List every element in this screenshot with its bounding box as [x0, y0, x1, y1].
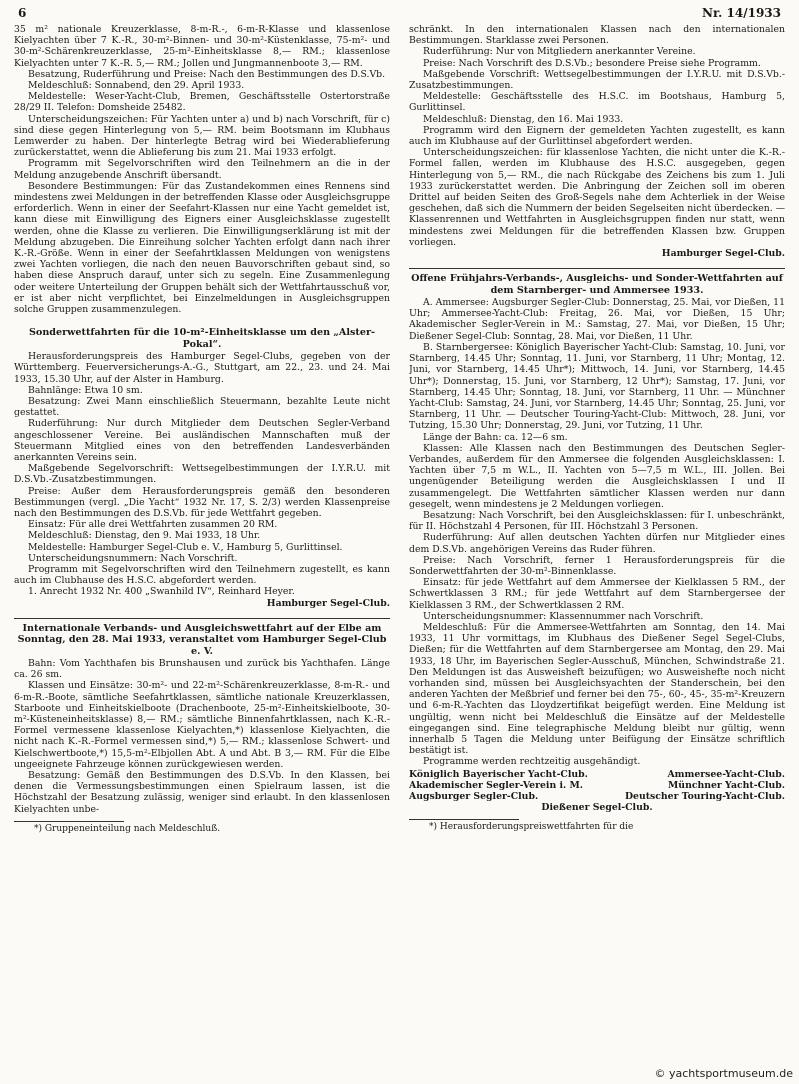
club-name: Ammersee-Yacht-Club. — [667, 768, 785, 780]
club-signatures — [409, 769, 785, 814]
paragraph: Unterscheidungszeichen: für klassenlose Yachten, die nicht unter die K.-R.-Formel fallen, werden im Klubhause des H.S.C. ausgegeben, gegen Hinterlegung von 5,— RM., die nach Rückgabe des Zeichens bis zum 1. Juli 1933 zurückerstattet werden. Die Anbringung der Zeichen soll im oberen Drittel auf beiden Seiten des Groß-Segels nahe dem Achterliek in der Weise geschehen, daß sich die Nummern der beiden Segelseiten nicht überdecken. — Klassenrennen und Wettfahrten in Ausgleichsgruppen finden nur statt, wenn mindestens zwei Meldungen für die betreffenden Klassen bzw. Gruppen vorliegen. — [409, 147, 785, 248]
paragraph: Klassen und Einsätze: 30-m²- und 22-m²-Schärenkreuzerklasse, 8-m-R.- und 6-m-R.-Boote, sämtliche Seefahrtklassen, sämtliche nationale Kreuzerklassen, Starboote und Einheitskielboote (Drachenboote, 25-m²-Einheitskielboote, 30-m²-Küsteneinheitsklasse) 8,— RM.; sämtliche Binnenfahrtklassen, nach K.-R.-Formel vermessene klassenlose Kielyachten,*) klassenlose Kielyachten, die nicht nach K.-R.-Formel vermessen sind,*) 5,— RM.; klassenlose Schwert- und Kielschwertboote,*) 15,5-m²-Elbjollen Abt. A und Abt. B 3,— RM. Für die Elbe ungeeignete Fahrzeuge können zurückgewiesen werden. — [14, 680, 390, 770]
paragraph: Unterscheidungszeichen: Für Yachten unter a) und b) nach Vorschrift, für c) sind diese gegen Hinterlegung von 5,— RM. beim Bootsmann im Klubhaus Lemwerder zu haben. Der hinterlegte Betrag wird bei Wiederablieferung zurückerstattet, wenn die Ablieferung bis zum 21. Mai 1933 erfolgt. — [14, 113, 390, 159]
paragraph: Bahnlänge: Etwa 10 sm. — [28, 384, 143, 396]
section-heading-starnberger-ammersee: Offene Frühjahrs-Verbands-, Ausgleichs- und Sonder-Wettfahrten auf dem Starnberger- und Ammersee 1933. — [411, 273, 783, 296]
paragraph: Unterscheidungsnummer: Klassennummer nach Vorschrift. — [423, 610, 704, 622]
footnote: *) Herausforderungspreiswettfahrten für die — [429, 822, 634, 833]
paragraph: Besatzung, Ruderführung und Preise: Nach den Bestimmungen des D.S.Vb. — [28, 68, 386, 80]
paragraph: Einsatz: Für alle drei Wettfahrten zusammen 20 RM. — [28, 519, 278, 531]
paragraph: Programme werden rechtzeitig ausgehändigt. — [423, 756, 641, 768]
paragraph: Preise: Nach Vorschrift des D.S.Vb.; besondere Preise siehe Programm. — [423, 57, 761, 69]
club-name: Dießener Segel-Club. — [541, 802, 653, 814]
page-header — [18, 6, 781, 24]
paragraph: Länge der Bahn: ca. 12—6 sm. — [423, 431, 568, 443]
watermark-text: © yachtsportmuseum.de — [654, 1067, 793, 1080]
paragraph: Besatzung: Gemäß den Bestimmungen des D.S.Vb. In den Klassen, bei denen die Vermessungsbestimmungen einen Spielraum lassen, ist die Höchstzahl der Besatzung zulässig, weniger sind erlaubt. In den klassenlosen Kielyachten unbe- — [14, 770, 390, 815]
paragraph: Ruderführung: Nur durch Mitglieder dem Deutschen Segler-Verband angeschlossener Vereine. Bei ausländischen Mannschaften muß der Steuermann Mitglied eines von den betreffenden Landesverbänden anerkannten Vereins sein. — [14, 418, 390, 463]
paragraph: Besondere Bestimmungen: Für das Zustandekommen eines Rennens sind mindestens zwei Meldungen in der betreffenden Klasse oder Ausgleichsgruppe erforderlich. Wenn in einer der Seefahrt-Klassen nur eine Yacht gemeldet ist, kann diese mit Einwilligung des Eigners einer Ausgleichsklasse zugestellt werden, ohne die Klasse zu verlieren. Die Einwilligungserklärung ist mit der Meldung abzugeben. Die Einreihung solcher Yachten erfolgt dann nach ihrer K.-R.-Größe. Wenn in einer der Seefahrtklassen Meldungen von wenigstens zwei Yachten vorliegen, die nach den neuen Bauvorschriften gebaut sind, so haben diese Anspruch darauf, unter sich zu segeln. Eine Zusammenlegung oder weitere Unterteilung der Gruppen behält sich der Wettfahrtausschuß vor, er ist aber nicht verpflichtet, bei Einzelmeldungen in Ausgleichsgruppen solche Gruppen zusammenzulegen. — [14, 180, 390, 316]
club-name: Deutscher Touring-Yacht-Club. — [624, 791, 785, 803]
paragraph: Preise: Außer dem Herausforderungspreis gemäß den besonderen Bestimmungen (vergl. „Die Yacht“ 1932 Nr. 17, S. 2/3) werden Klassenpreise nach den Bestimmungen des D.S.Vb. für jede Wettfahrt gegeben. — [14, 485, 390, 519]
paragraph: Meldeschluß: Sonnabend, den 29. April 1933. — [28, 80, 245, 92]
paragraph: Klassen: Alle Klassen nach den Bestimmungen des Deutschen Segler-Verbandes, außerdem für den Ammersee die folgenden Ausgleichsklassen: I. Yachten über 7,5 m W.L., II. Yachten von 5—7,5 m W.L., III. Jollen. Bei ungenügender Beteiligung werden die Ausgleichsklassen I und II zusammengelegt. Die Wettfahrten sämtlicher Klassen werden nur dann gesegelt, wenn mindestens je 2 Meldungen vorliegen. — [409, 442, 785, 510]
paragraph: 1. Anrecht 1932 Nr. 400 „Swanhild IV“, Reinhard Heyer. — [28, 586, 295, 598]
paragraph: Unterscheidungsnummern: Nach Vorschrift. — [28, 552, 238, 564]
footnote: *) Gruppeneinteilung nach Meldeschluß. — [34, 823, 221, 834]
paragraph: Programm wird den Eignern der gemeldeten Yachten zugestellt, es kann auch im Klubhause auf der Gurlittinsel abgefordert werden. — [409, 124, 785, 148]
paragraph: Bahn: Vom Yachthafen bis Brunshausen und zurück bis Yachthafen. Länge ca. 26 sm. — [14, 657, 390, 681]
paragraph: Besatzung: Zwei Mann einschließlich Steuermann, bezahlte Leute nicht gestattet. — [14, 395, 390, 419]
right-column — [409, 24, 785, 1079]
issue-number: Nr. 14/1933 — [701, 6, 781, 20]
footnote-divider — [409, 819, 519, 820]
paragraph: Preise: Nach Vorschrift, ferner 1 Herausforderungspreis für die Sonderwettfahrten der 30-m²-Binnenklasse. — [409, 554, 785, 577]
paragraph: Maßgebende Segelvorschrift: Wettsegelbestimmungen der I.Y.R.U. mit D.S.Vb.-Zusatzbestimmungen. — [14, 463, 390, 486]
paragraph: Programm mit Segelvorschriften wird den Teilnehmern an die in der Meldung anzugebende Anschrift übersandt. — [14, 158, 390, 181]
signature-club: Hamburger Segel-Club. — [266, 597, 390, 609]
signature-club: Hamburger Segel-Club. — [661, 248, 785, 260]
left-column — [14, 24, 390, 1079]
paragraph: Herausforderungspreis des Hamburger Segel-Clubs, gegeben von der Württemberg. Feuerversicherungs-A.-G., Stuttgart, am 22., 23. und 24. Mai 1933, 15.30 Uhr, auf der Alster in Hamburg. — [14, 351, 390, 385]
paragraph: Meldeschluß: Dienstag, den 16. Mai 1933. — [423, 113, 624, 125]
paragraph: Meldestelle: Weser-Yacht-Club, Bremen, Geschäftsstelle Ostertorstraße 28/29 II. Telefon: Domsheide 25482. — [14, 91, 390, 114]
paragraph: Programm mit Segelvorschriften wird den Teilnehmern zugestellt, es kann auch im Clubhause des H.S.C. abgefordert werden. — [14, 563, 390, 587]
club-name: Augsburger Segler-Club. — [409, 791, 539, 803]
paragraph: Ruderführung: Auf allen deutschen Yachten dürfen nur Mitglieder eines dem D.S.Vb. angehörigen Vereins das Ruder führen. — [409, 532, 785, 555]
section-heading-alster-pokal: Sonderwettfahrten für die 10-m²-Einheitsklasse um den „Alster-Pokal“. — [29, 327, 375, 350]
paragraph: Maßgebende Vorschrift: Wettsegelbestimmungen der I.Y.R.U. mit D.S.Vb.-Zusatzbestimmungen. — [409, 68, 785, 92]
paragraph: Besatzung: Nach Vorschrift, bei den Ausgleichsklassen: für I. unbeschränkt, für II. Höchstzahl 4 Personen, für III. Höchstzahl 3 Personen. — [409, 509, 785, 533]
section-divider — [409, 268, 785, 269]
club-name: Münchner Yacht-Club. — [668, 779, 785, 791]
paragraph: B. Starnbergersee: Königlich Bayerischer Yacht-Club: Samstag, 10. Juni, vor Starnberg, 14.45 Uhr; Sonntag, 11. Juni, vor Starnberg, 11 Uhr; Montag, 12. Juni, vor Starnberg, 14.45 Uhr*); Mittwoch, 14. Juni, vor Starnberg, 14.45 Uhr*); Donnerstag, 15. Juni, vor Starnberg, 12 Uhr*); Samstag, 17. Juni, vor Starnberg, 14.45 Uhr; Sonntag, 18. Juni, vor Starnberg, 11 Uhr. — Münchner Yacht-Club: Samstag, 24. Juni, vor Starnberg, 14.45 Uhr; Sonntag, 25. Juni, vor Starnberg, 11 Uhr. — Deutscher Touring-Yacht-Club: Mittwoch, 28. Juni, vor Tutzing, 15.30 Uhr; Donnerstag, 29. Juni, vor Tutzing, 11 Uhr. — [409, 341, 785, 432]
paragraph: Einsatz: für jede Wettfahrt auf dem Ammersee der Kielklassen 5 RM., der Schwertklassen 3 RM.; für jede Wettfahrt auf dem Starnbergersee der Kielklassen 3 RM., der Schwertklassen 2 RM. — [409, 577, 785, 611]
footnote-divider — [14, 821, 124, 822]
club-name: Königlich Bayerischer Yacht-Club. — [409, 768, 588, 780]
paragraph: Meldeschluß: Für die Ammersee-Wettfahrten am Sonntag, den 14. Mai 1933, 11 Uhr vormittags, im Klubhaus des Dießener Segel Segel-Clubs, Dießen; für die Wettfahrten auf dem Starnbergersee am Montag, den 29. Mai 1933, 18 Uhr, im Bayerischen Segler-Ausschuß, München, Schwindstraße 21. Den Meldungen ist das Ausweisheft beizufügen; wo Ausweishefte noch nicht vorhanden sind, müssen bei Ausgleichsyachten der Standerschein, bei den anderen Yachten der Meßbrief und ferner bei den 75-, 60-, 45-, 35-m²-Kreuzern und 6-m-R.-Yachten das Lloydzertifikat beigefügt werden. Eine Meldung ist ungültig, wenn nicht bei Meldeschluß die Einsätze auf der Meldestelle eingegangen sind. Eine telegraphische Meldung bleibt nur gültig, wenn innerhalb 5 Tagen die Meldung unter Beifügung der Einsätze schriftlich bestätigt ist. — [409, 621, 785, 757]
paragraph: A. Ammersee: Augsburger Segler-Club: Donnerstag, 25. Mai, vor Dießen, 11 Uhr; Ammersee-Yacht-Club: Freitag, 26. Mai, vor Dießen, 15 Uhr; Akademischer Segler-Verein in M.: Samstag, 27. Mai, vor Dießen, 15 Uhr; Dießener Segel-Club: Sonntag, 28. Mai, vor Dießen, 11 Uhr. — [409, 297, 785, 342]
club-name: Akademischer Segler-Verein i. M. — [409, 779, 583, 791]
section-heading-elbe: Internationale Verbands- und Ausgleichswettfahrt auf der Elbe am Sonntag, den 28. Mai 1933, veranstaltet vom Hamburger Segel-Club e. V. — [17, 622, 387, 657]
paragraph: Meldestelle: Hamburger Segel-Club e. V., Hamburg 5, Gurlittinsel. — [28, 541, 343, 553]
page-number: 6 — [18, 6, 27, 20]
paragraph: 35 m² nationale Kreuzerklasse, 8-m-R.-, 6-m-R-Klasse und klassenlose Kielyachten über 7 K.-R., 30-m²-Binnen- und 30-m²-Küstenklasse, 75-m²- und 30-m²-Schärenkreuzerklasse, 25-m²-Einheitsklasse 8,— RM.; klassenlose Kielyachten unter 7 K.-R. 5,— RM.; Jollen und Jungmannenboote 3,— RM. — [14, 24, 390, 69]
paragraph: Ruderführung: Nur von Mitgliedern anerkannter Vereine. — [423, 46, 696, 58]
paragraph: schränkt. In den internationalen Klassen nach den internationalen Bestimmungen. Starklasse zwei Personen. — [409, 24, 785, 47]
paragraph: Meldestelle: Geschäftsstelle des H.S.C. im Bootshaus, Hamburg 5, Gurlittinsel. — [409, 91, 785, 114]
section-divider — [14, 618, 390, 619]
paragraph: Meldeschluß: Dienstag, den 9. Mai 1933, 18 Uhr. — [28, 530, 261, 542]
